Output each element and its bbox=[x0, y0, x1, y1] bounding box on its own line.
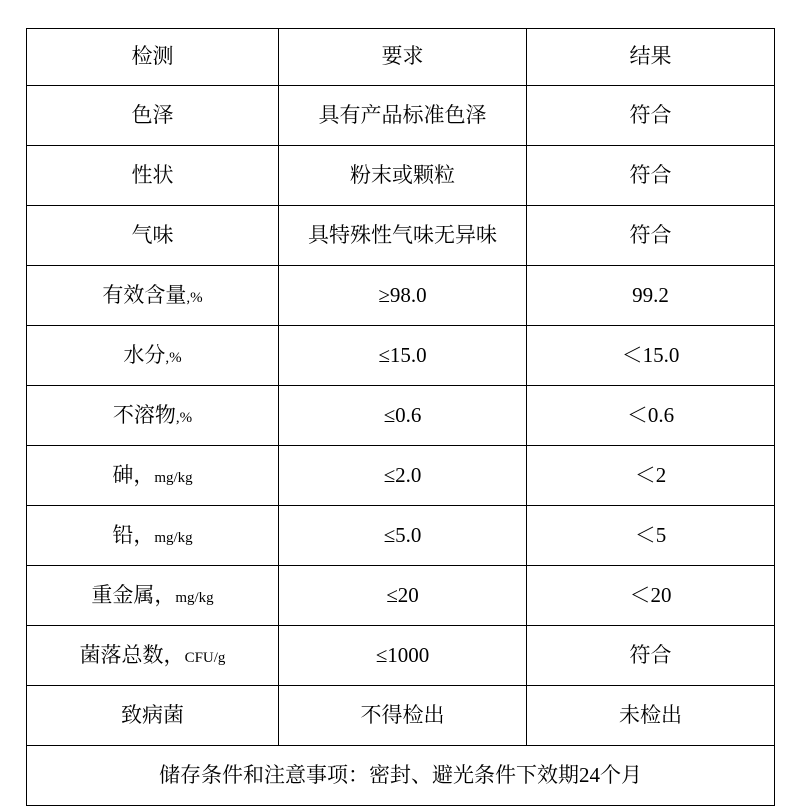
cell-item bbox=[27, 446, 279, 506]
cell-requirement: ≤1000 bbox=[279, 626, 527, 686]
cell-requirement: ≥98.0 bbox=[279, 266, 527, 326]
table-row bbox=[27, 266, 775, 326]
table-row bbox=[27, 566, 775, 626]
cell-item bbox=[27, 566, 279, 626]
cell-result: 符合 bbox=[527, 206, 775, 266]
item-label: 色泽 bbox=[131, 102, 174, 127]
cell-result: ＜5 bbox=[527, 506, 775, 566]
table-row bbox=[27, 686, 775, 746]
cell-item bbox=[27, 86, 279, 146]
cell-requirement: 具有产品标准色泽 bbox=[279, 86, 527, 146]
cell-requirement: ≤0.6 bbox=[279, 386, 527, 446]
cell-item bbox=[27, 326, 279, 386]
cell-requirement: ≤20 bbox=[279, 566, 527, 626]
column-header-item: 检测 bbox=[27, 29, 279, 86]
cell-requirement: ≤2.0 bbox=[279, 446, 527, 506]
cell-result: 符合 bbox=[527, 86, 775, 146]
table-row bbox=[27, 626, 775, 686]
item-label: 铅， bbox=[112, 522, 155, 547]
table-row bbox=[27, 206, 775, 266]
cell-item bbox=[27, 266, 279, 326]
cell-requirement: 粉末或颗粒 bbox=[279, 146, 527, 206]
table-row bbox=[27, 506, 775, 566]
item-label: 性状 bbox=[131, 162, 174, 187]
cell-result: ＜15.0 bbox=[527, 326, 775, 386]
footnote-text: 储存条件和注意事项：密封、避光条件下效期24个月 bbox=[159, 762, 642, 787]
cell-result: 99.2 bbox=[527, 266, 775, 326]
item-label: 菌落总数， bbox=[79, 642, 185, 667]
cell-requirement: 不得检出 bbox=[279, 686, 527, 746]
item-label: 致病菌 bbox=[121, 702, 184, 727]
table-row bbox=[27, 146, 775, 206]
item-label: 砷， bbox=[112, 462, 155, 487]
cell-result: ＜20 bbox=[527, 566, 775, 626]
cell-item bbox=[27, 506, 279, 566]
column-header-requirement: 要求 bbox=[279, 29, 527, 86]
cell-requirement: 具特殊性气味无异味 bbox=[279, 206, 527, 266]
cell-requirement: ≤5.0 bbox=[279, 506, 527, 566]
cell-item bbox=[27, 206, 279, 266]
cell-result: ＜2 bbox=[527, 446, 775, 506]
table-row bbox=[27, 446, 775, 506]
table-row bbox=[27, 326, 775, 386]
item-unit: mg/kg bbox=[154, 469, 193, 486]
cell-item bbox=[27, 626, 279, 686]
item-label: 重金属， bbox=[91, 582, 176, 607]
item-label: 不溶物 bbox=[112, 402, 176, 427]
item-unit: mg/kg bbox=[154, 529, 193, 546]
cell-item bbox=[27, 386, 279, 446]
cell-item bbox=[27, 146, 279, 206]
cell-result: 未检出 bbox=[527, 686, 775, 746]
item-label: 水分 bbox=[123, 342, 166, 367]
table-footnote-row bbox=[27, 746, 775, 806]
table-row bbox=[27, 86, 775, 146]
cell-result: 符合 bbox=[527, 146, 775, 206]
table-body bbox=[27, 29, 775, 806]
item-unit: mg/kg bbox=[175, 589, 214, 606]
cell-result: 符合 bbox=[527, 626, 775, 686]
cell-item bbox=[27, 686, 279, 746]
footnote-cell bbox=[27, 746, 775, 806]
column-header-result: 结果 bbox=[527, 29, 775, 86]
cell-result: ＜0.6 bbox=[527, 386, 775, 446]
table-header-row bbox=[27, 29, 775, 86]
item-label: 气味 bbox=[131, 222, 174, 247]
item-unit: CFU/g bbox=[184, 649, 226, 666]
table-row bbox=[27, 386, 775, 446]
specification-table bbox=[26, 28, 775, 806]
cell-requirement: ≤15.0 bbox=[279, 326, 527, 386]
item-label: 有效含量 bbox=[102, 282, 187, 307]
item-unit: ,% bbox=[175, 409, 193, 426]
item-unit: ,% bbox=[186, 289, 203, 306]
item-unit: ,% bbox=[165, 349, 182, 366]
